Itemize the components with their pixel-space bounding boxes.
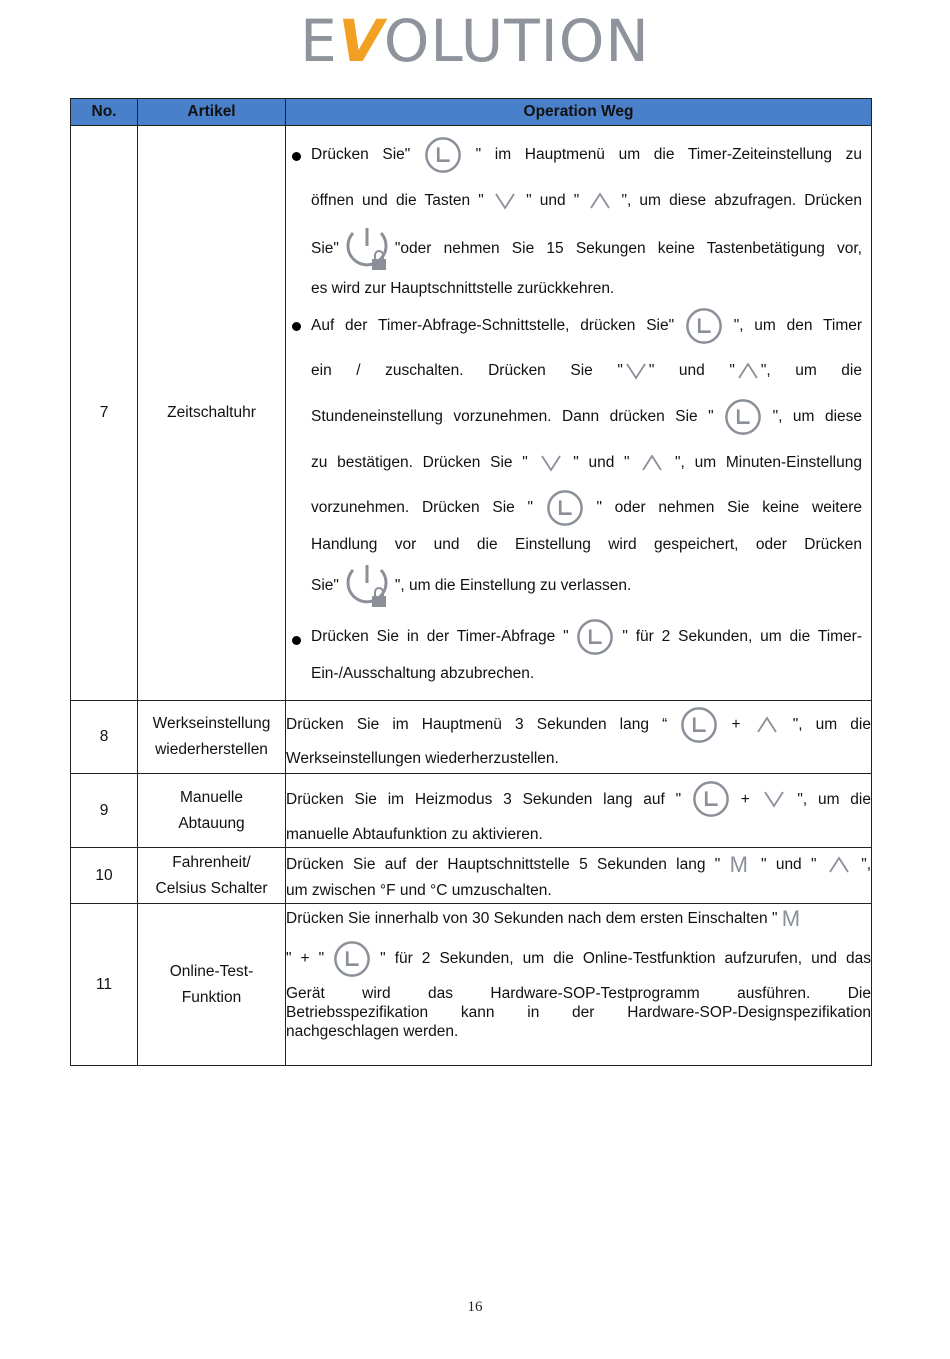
chevron-down-icon: [538, 451, 564, 475]
bullet-item: Drücken Sie in der Timer-Abfrage " " für 2 Sekunden, um die Timer- Ein-/Ausschaltung abzubrechen.: [292, 612, 862, 694]
row-operation: [286, 126, 872, 701]
row-operation: Drücken Sie innerhalb von 30 Sekunden nach dem ersten Einschalten " M " + " " für 2 Sekunden, um die Online-Testfunktion aufzurufen, und das Gerät wird das Hardware-SOP-Testprogramm ausführen. Die Betriebsspezifikation kann in der Hardware-SOP-Designspezifikation nachgeschlagen werden.: [286, 904, 872, 1066]
clock-icon: [685, 307, 723, 345]
clock-icon: [546, 489, 584, 527]
row-article: Zeitschaltuhr: [138, 126, 286, 701]
chevron-up-icon: [639, 451, 665, 475]
chevron-down-icon: [623, 359, 649, 383]
clock-icon: [424, 136, 462, 174]
clock-icon: [692, 780, 730, 818]
row-number: 9: [71, 774, 138, 848]
table-header-row: [71, 99, 872, 126]
bullet-dot: [292, 152, 301, 161]
table-row: [71, 774, 872, 848]
row-operation: Drücken Sie auf der Hauptschnittstelle 5 Sekunden lang " M " und " ", um zwischen °F und °C umzuschalten.: [286, 848, 872, 904]
chevron-up-icon: [587, 189, 613, 213]
clock-icon: [576, 618, 614, 656]
header-no: No.: [71, 99, 138, 126]
clock-icon: [724, 398, 762, 436]
bullet-item: Drücken Sie" " im Hauptmenü um die Timer-Zeiteinstellung zu öffnen und die Tasten " " und " ", um diese abzufragen. Drücken Sie" "oder nehmen Sie 15 Sekungen keine Tastenbetätigung vor, es wird zur Hauptschnittstelle zurückkehren.: [292, 132, 862, 304]
row-number: 7: [71, 126, 138, 701]
header-article: Artikel: [138, 99, 286, 126]
chevron-up-icon: [735, 359, 761, 383]
bullet-dot: [292, 322, 301, 331]
chevron-down-icon: [761, 787, 787, 811]
row-article: Werkseinstellung wiederherstellen: [138, 701, 286, 774]
chevron-up-icon: [754, 713, 780, 737]
chevron-down-icon: [492, 189, 518, 213]
row-operation: Drücken Sie im Heizmodus 3 Sekunden lang auf " + ", um die manuelle Abtaufunktion zu aktivieren.: [286, 774, 872, 848]
row-number: 10: [71, 848, 138, 904]
power-lock-icon: [339, 226, 395, 272]
header-operation: Operation Weg: [286, 99, 872, 126]
table-row: [71, 848, 872, 904]
mode-m-icon: M: [781, 906, 801, 931]
row-operation: Drücken Sie im Hauptmenü 3 Sekunden lang “ + ", um die Werkseinstellungen wiederherzustellen.: [286, 701, 872, 774]
row-article: Manuelle Abtauung: [138, 774, 286, 848]
row-number: 8: [71, 701, 138, 774]
row-number: 11: [71, 904, 138, 1066]
bullet-dot: [292, 636, 301, 645]
power-lock-icon: [339, 563, 395, 609]
mode-m-icon: M: [729, 851, 748, 877]
operation-table: [70, 98, 872, 1066]
table-row: [71, 701, 872, 774]
clock-icon: [680, 706, 718, 744]
table-row: [71, 904, 872, 1066]
row-article: Online-Test- Funktion: [138, 904, 286, 1066]
brand-logo: EVOLUTION: [300, 7, 650, 75]
clock-icon: [333, 940, 371, 978]
row-article: Fahrenheit/ Celsius Schalter: [138, 848, 286, 904]
bullet-item: Auf der Timer-Abfrage-Schnittstelle, drücken Sie" ", um den Timer ein / zuschalten. Drücken Sie " " und " ", um die Stundeneinstellung vorzunehmen. Dann drücken Sie " ", um diese zu bestätigen. Drücken Sie " " und " ", um Minuten-Einstellung vorzunehmen. Drücken Sie " " oder nehmen Sie keine weitere Handlung vor und die Einstellung wird gespeichert, oder Drücken Sie" ", um die Einstellung zu verlassen.: [292, 304, 862, 612]
page-number: 16: [467, 1299, 483, 1315]
chevron-up-icon: [826, 853, 852, 877]
table-row: [71, 126, 872, 701]
